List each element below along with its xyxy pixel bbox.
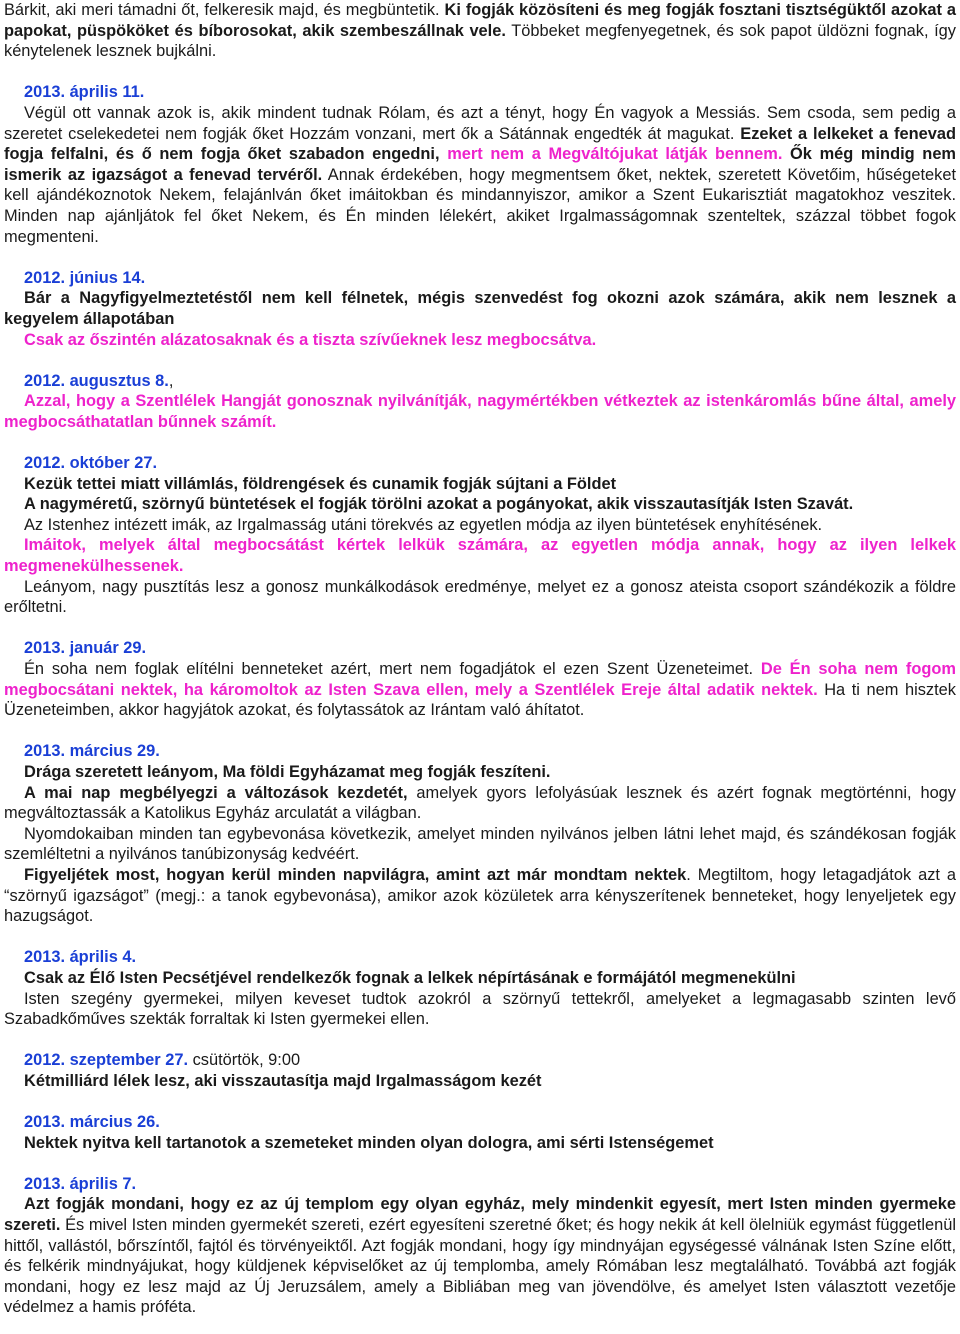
body-text: amelyek gyors lefolyásúak lesznek és azért fognak megtörténni, hogy megváltoztassák a Katolikus Egyház arculatát a világban. xyxy=(4,783,956,823)
message-heading: Drága szeretett leányom, Ma földi Egyházamat meg fogják feszíteni. xyxy=(24,762,551,781)
message-heading: Nektek nyitva kell tartanotok a szemeteket minden olyan dologra, ami sérti Istenségemet xyxy=(24,1133,714,1152)
emphasis-text: mert nem a Megváltójukat látják bennem. xyxy=(447,145,783,164)
message-emphasis: Imáitok, melyek által megbocsátást kértek lelkük számára, az egyetlen módja annak, hogy az ilyen lelkek megmenekülhessenek. xyxy=(4,536,956,576)
message-date: 2013. április 7. xyxy=(24,1174,137,1193)
emphasis-text: De Én soha nem fogom megbocsátani nektek, ha káromoltok az Isten Szava ellen, mely a Szentlélek Ereje által adatik nektek. xyxy=(4,660,956,699)
message-date-line xyxy=(4,1050,956,1071)
message-2013-04-11 xyxy=(4,82,956,247)
body-text: Ha ti nem hisztek Üzeneteimben, akkor hagyjátok azokat, és folytassátok az Irántam való áhítatot. xyxy=(4,680,956,720)
message-2012-06-14 xyxy=(4,268,956,350)
message-2012-08-08 xyxy=(4,371,956,433)
bold-text: A mai nap megbélyegzi a változások kezdetét, xyxy=(24,783,408,802)
message-paragraph: Nyomdokaiban minden tan egybevonása következik, amelyet minden nyilvános jelben látni lehet majd, és szándékosan fogják szemléltetni a nyilvános tanúbizonyság kedvéért. xyxy=(4,824,956,864)
message-subheading: A nagyméretű, szörnyű büntetések el fogják törölni azokat a pogányokat, akik visszautasítják Isten Szavát. xyxy=(24,495,854,514)
message-date: 2012. június 14. xyxy=(24,268,146,287)
bold-text: Ezeket a lelkeket a fenevad fogja felfalni, és ő nem fogja őket szabadon engedni, xyxy=(4,124,956,164)
bold-text: Azt fogják mondani, hogy ez az új templom egy olyan egyház, mely mindenkit egyesít, mert Isten minden gyermeke szereti. xyxy=(4,1195,956,1235)
bold-text: Ők még mindig nem ismerik az igazságot a fenevad tervéről. xyxy=(4,145,957,184)
message-paragraph xyxy=(4,783,956,824)
message-date: 2013. április 4. xyxy=(24,948,137,967)
message-paragraph xyxy=(4,865,956,927)
message-paragraph: Leányom, nagy pusztítás lesz a gonosz munkálkodások eredménye, melyet ez a gonosz ateista csoport szándékozik a földre erőltetni. xyxy=(4,577,956,617)
bold-text: Ki fogják közösíteni és meg fogják fosztani tisztségüktől azokat a papokat, püspököket és bíborosokat, akik szembeszállnak vele. xyxy=(4,1,956,40)
message-paragraph xyxy=(4,659,956,721)
message-2013-04-07 xyxy=(4,1174,956,1318)
message-2013-03-26 xyxy=(4,1112,956,1153)
body-text: Többeket megfenyegetnek, és sok papot üldözni fognak, így kénytelenek lesznek bujkálni. xyxy=(4,21,956,61)
message-date: 2013. március 29. xyxy=(24,742,160,761)
message-2013-04-04 xyxy=(4,947,956,1029)
message-date: 2012. augusztus 8. xyxy=(24,371,169,390)
intro-paragraph xyxy=(4,0,956,62)
body-text: . Megtiltom, hogy letagadjátok azt a “szörnyű igazságot” (megj.: a tanok egybevonása), amikor azok közületek arra kényszerítenek benneteket, hogy lenyeljetek egy hazugságot. xyxy=(4,865,956,926)
message-emphasis: Csak az őszintén alázatosaknak és a tiszta szívűeknek lesz megbocsátva. xyxy=(24,330,597,349)
message-heading: Kétmilliárd lélek lesz, aki visszautasítja majd Irgalmasságom kezét xyxy=(24,1071,542,1090)
message-emphasis: Azzal, hogy a Szentlélek Hangját gonosznak nyilvánítják, nagymértékben vétkeztek az istenkáromlás bűne által, amely megbocsáthatatlan bűnnek számít. xyxy=(4,392,956,431)
message-2012-09-27 xyxy=(4,1050,956,1091)
message-heading: Csak az Élő Isten Pecsétjével rendelkezők fognak a lelkek népírtásának e formájától megmenekülni xyxy=(24,968,796,987)
message-heading: Bár a Nagyfigyelmeztetéstől nem kell félnetek, mégis szenvedést fog okozni azok számára, akik nem lesznek a kegyelem állapotában xyxy=(4,289,956,328)
message-heading: Kezük tettei miatt villámlás, földrengések és cunamik fogják sújtani a Földet xyxy=(24,474,617,493)
message-paragraph xyxy=(4,103,956,247)
message-date: 2013. január 29. xyxy=(24,639,147,658)
message-paragraph xyxy=(4,1194,956,1318)
body-text: Végül ott vannak azok is, akik mindent tudnak Rólam, és azt a tényt, hogy Én vagyok a Messiás. Sem csoda, sem pedig a szeretet cselekedetei nem fogják őket Hozzám vonzani, mert ők a Sátánnak engedték át magukat. xyxy=(4,103,956,143)
message-date: 2013. április 11. xyxy=(24,83,145,102)
body-text: Bárkit, aki meri támadni őt, felkeresik majd, és megbüntetik. xyxy=(4,1,445,19)
message-2013-01-29 xyxy=(4,638,956,720)
date-comma: , xyxy=(168,371,174,390)
message-date-line xyxy=(4,371,956,392)
body-text: Én soha nem foglak elítélni benneteket azért, mert nem fogadjátok el ezen Szent Üzeneteimet. xyxy=(24,660,761,678)
message-2012-10-27 xyxy=(4,453,956,618)
message-paragraph: Az Istenhez intézett imák, az Irgalmasság utáni törekvés az egyetlen módja az ilyen büntetések enyhítésének. xyxy=(24,515,823,534)
message-time: csütörtök, 9:00 xyxy=(188,1051,301,1070)
message-date: 2012. szeptember 27. xyxy=(24,1051,189,1070)
body-text: Annak érdekében, hogy megmentsem őket, nektek, szeretett Követőim, hűségeteket kell ajándékoznotok Nekem, felajánlván őket imáitokban és mindannyiszor, amikor a Szent Eukarisztiát magatokhoz veszitek. Minden nap ajánljátok fel őket Nekem, és Én minden lélekért, akiket Irgalmasságomnak szenteltek, százzal többet fogok megmenteni. xyxy=(4,165,956,246)
message-date: 2013. március 26. xyxy=(24,1113,160,1132)
message-2013-03-29 xyxy=(4,741,956,926)
message-date: 2012. október 27. xyxy=(24,454,158,473)
message-paragraph: Isten szegény gyermekei, milyen keveset tudtok azokról a szörnyű tettekről, amelyeket a legmagasabb szinten levő Szabadkőműves szekták forraltak ki Isten gyermekei ellen. xyxy=(4,989,956,1029)
bold-text: Figyeljétek most, hogyan kerül minden napvilágra, amint azt már mondtam nektek xyxy=(24,865,687,884)
body-text: És mivel Isten minden gyermekét szereti, ezért egyesíteni szeretné őket; és hogy nekik át kell ölelniük egymást függetlenül hittől, vallástól, bőrszíntől, fajtól és törvényeiktől. Azt fogják mondani, hogy így mindnyájan egységessé válnának Isten Színe előtt, és felkérik mindnyájukat, hogy küldjenek képviselőket az új templomba, amely Rómában lesz megtalálható. Továbbá azt fogják mondani, hogy ez lesz majd az Új Jeruzsálem, amely a Bibliában meg van jövendölve, és amelyet Isten választott vezetője védelmez a hamis próféta. xyxy=(4,1216,956,1317)
